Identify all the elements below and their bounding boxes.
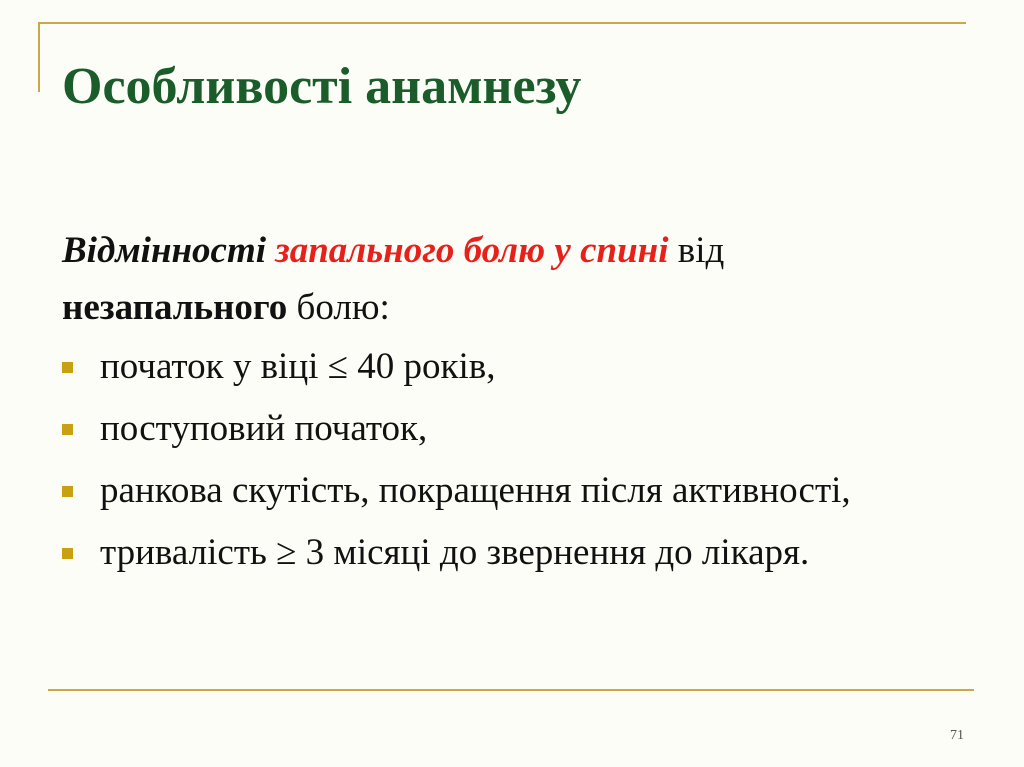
- intro-pain: болю:: [296, 287, 390, 328]
- list-item: [62, 522, 982, 584]
- bullet-list: [62, 336, 982, 584]
- square-bullet-icon: [62, 362, 73, 373]
- square-bullet-icon: [62, 486, 73, 497]
- list-item-text: поступовий початок,: [100, 408, 428, 449]
- intro-differences: Відмінності: [62, 230, 267, 271]
- top-divider: [38, 22, 966, 24]
- list-item: [62, 336, 982, 398]
- bottom-divider: [48, 689, 974, 691]
- page-number: 71: [950, 728, 964, 743]
- slide-content: [62, 222, 982, 584]
- square-bullet-icon: [62, 424, 73, 435]
- list-item-text: тривалість ≥ 3 місяці до звернення до лікаря.: [100, 532, 810, 573]
- square-bullet-icon: [62, 548, 73, 559]
- intro-from: від: [677, 230, 725, 271]
- intro-non-inflammatory: незапального: [62, 287, 288, 328]
- list-item-text: початок у віці ≤ 40 років,: [100, 346, 496, 387]
- list-item: [62, 398, 982, 460]
- slide-title: Особливості анамнезу: [62, 58, 582, 115]
- intro-inflammatory-pain: запального болю у спині: [275, 230, 669, 271]
- list-item: [62, 460, 982, 522]
- list-item-text: ранкова скутість, покращення після активності,: [100, 470, 851, 511]
- left-divider: [38, 22, 40, 92]
- intro-paragraph: [62, 222, 982, 336]
